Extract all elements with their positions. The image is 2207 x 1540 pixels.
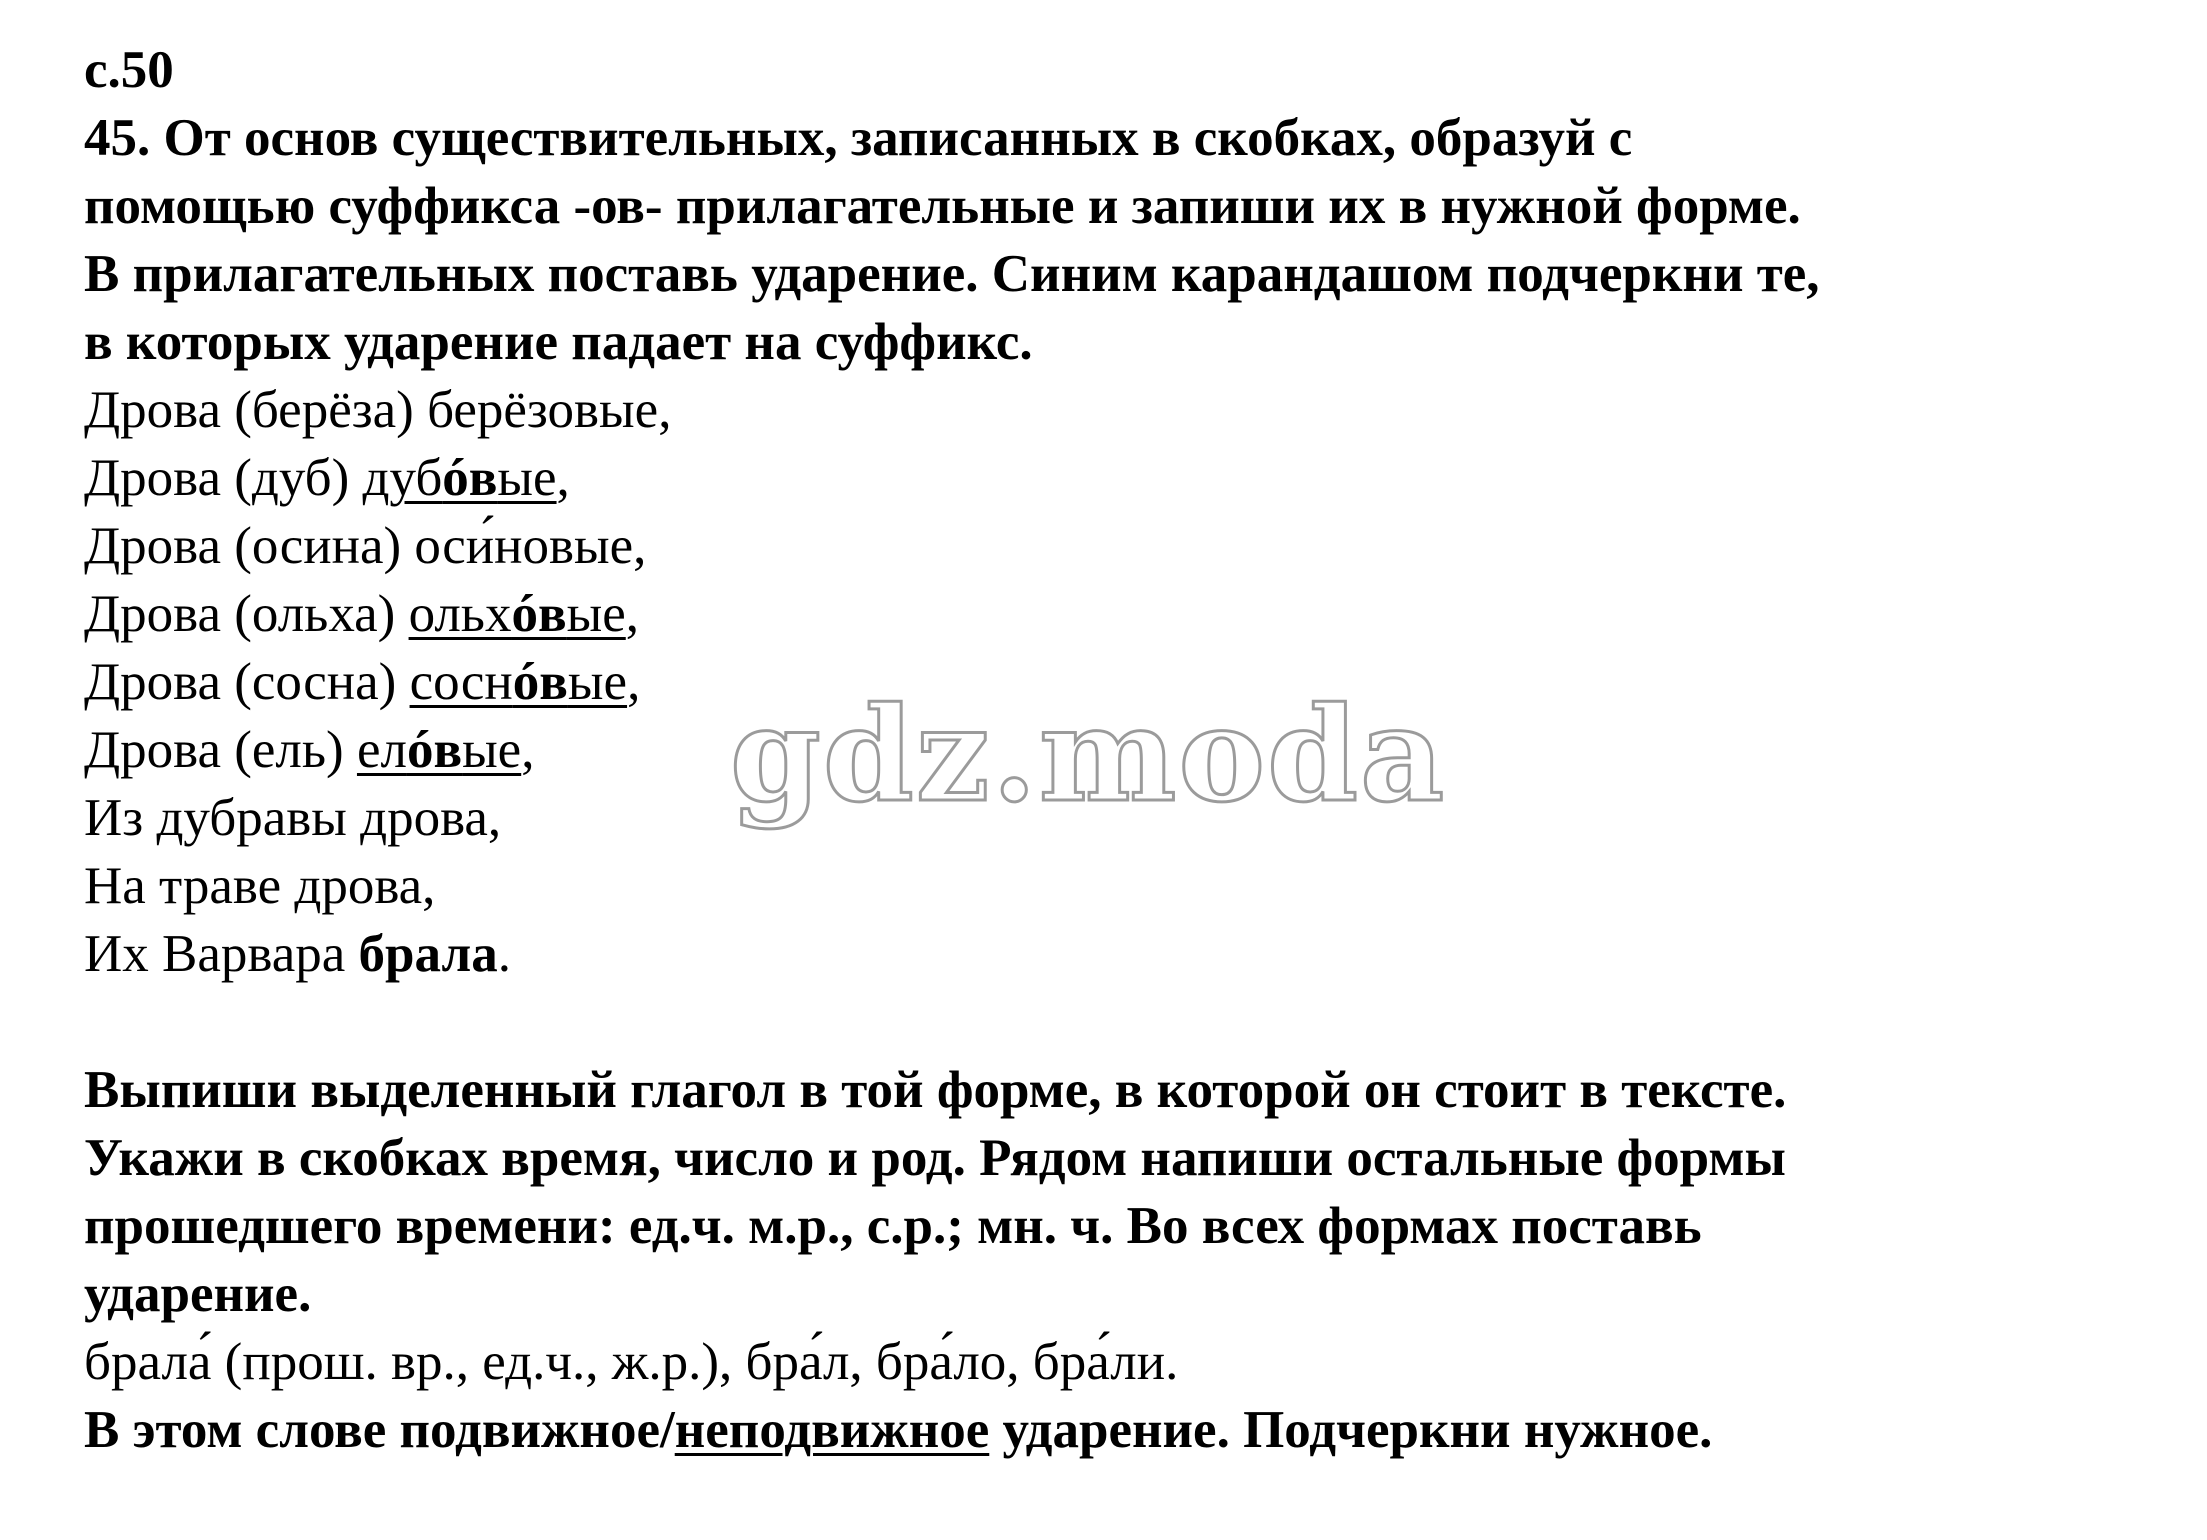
adjective-word: оси́новые — [414, 517, 634, 575]
instruction-line: 45. От основ существительных, записанных в скобках, образуй с — [84, 109, 1633, 167]
spacer — [84, 988, 2164, 1056]
instruction-line: Выпиши выделенный глагол в той форме, в которой он стоит в тексте. — [84, 1061, 1787, 1119]
instruction-line: помощью суффикса -ов- прилагательные и запиши их в нужной форме. — [84, 177, 1801, 235]
poem-line: Дрова (ель) елóвые, — [84, 721, 535, 779]
highlighted-verb: брала — [358, 925, 498, 983]
poem-line: Дрова (дуб) дубóвые, — [84, 449, 570, 507]
task-45-instruction — [84, 104, 2164, 376]
instruction-line: В прилагательных поставь ударение. Синим карандашом подчеркни те, — [84, 245, 1820, 303]
stressed-suffix: óв — [512, 653, 568, 711]
poem-line: Дрова (сосна) соснóвые, — [84, 653, 641, 711]
stressed-suffix: óв — [406, 721, 463, 779]
instruction-line: ударение. — [84, 1265, 312, 1323]
poem-line: Дрова (осина) оси́новые, — [84, 517, 647, 575]
task-verb-instruction — [84, 1056, 2164, 1328]
stressed-suffix: óв — [511, 585, 567, 643]
instruction-line: в которых ударение падает на суффикс. — [84, 313, 1033, 371]
selected-option: неподвижное — [674, 1401, 990, 1459]
adjective-word: берёзовые — [427, 381, 659, 439]
adjective-word-underlined: дубóвые — [362, 449, 557, 507]
poem-line: Их Варвара брала. — [84, 925, 511, 983]
poem-line: На траве дрова, — [84, 857, 436, 915]
page-number: с.50 — [84, 41, 174, 99]
poem-line: Дрова (берёза) берёзовые, — [84, 381, 672, 439]
stress-type-line: В этом слове подвижное/неподвижное ударение. Подчеркни нужное. — [84, 1401, 1713, 1459]
stressed-suffix: óв — [442, 449, 498, 507]
instruction-line: Укажи в скобках время, число и род. Рядом напиши остальные формы — [84, 1129, 1786, 1187]
poem-line: Из дубравы дрова, — [84, 789, 502, 847]
poem-line: Дрова (ольха) ольхóвые, — [84, 585, 639, 643]
adjective-word-underlined: елóвые — [356, 721, 522, 779]
watermark-logo: gdz.moda — [730, 678, 1447, 831]
verb-forms-answer: брала́ (прош. вр., ед.ч., ж.р.), бра́л, бра́ло, бра́ли. — [84, 1333, 1179, 1391]
adjective-word-underlined: соснóвые — [409, 653, 628, 711]
instruction-line: прошедшего времени: ед.ч. м.р., с.р.; мн. ч. Во всех формах поставь — [84, 1197, 1702, 1255]
adjective-word-underlined: ольхóвые — [408, 585, 626, 643]
